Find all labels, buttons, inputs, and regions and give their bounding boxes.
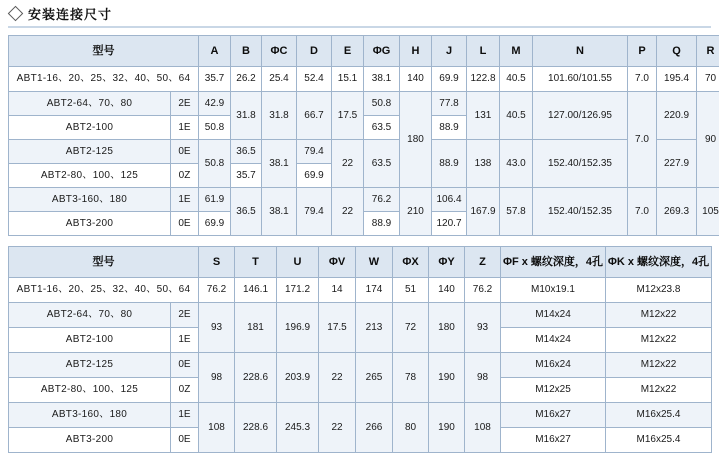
cell-model: ABT1-16、20、25、32、40、50、64 <box>9 67 199 92</box>
col-header-b: B <box>231 36 262 67</box>
cell-phic: 38.1 <box>262 140 297 188</box>
cell-j: 120.7 <box>432 212 467 236</box>
cell-model: ABT3-200 <box>9 428 171 453</box>
cell-t: 228.6 <box>235 403 277 453</box>
cell-model: ABT3-160、180 <box>9 188 171 212</box>
cell-code: 0Z <box>171 378 199 403</box>
cell-code: 0E <box>171 353 199 378</box>
cell-phif-thread: M12x25 <box>501 378 606 403</box>
cell-phik-thread: M16x25.4 <box>606 428 712 453</box>
col-header-phiv: ΦV <box>319 247 356 278</box>
cell-phik-thread: M16x25.4 <box>606 403 712 428</box>
cell-code: 0Z <box>171 164 199 188</box>
cell-t: 146.1 <box>235 278 277 303</box>
table-row <box>9 140 719 164</box>
cell-m: 40.5 <box>500 92 533 140</box>
cell-phif-thread: M14x24 <box>501 303 606 328</box>
cell-s: 98 <box>199 353 235 403</box>
cell-phig: 63.5 <box>364 140 400 188</box>
cell-phif-thread: M16x24 <box>501 353 606 378</box>
table-row <box>9 67 719 92</box>
cell-code: 0E <box>171 140 199 164</box>
col-header-phif-thread: ΦF x 螺纹深度，4孔 <box>501 247 606 278</box>
cell-a: 50.8 <box>199 140 231 188</box>
cell-b: 35.7 <box>231 164 262 188</box>
cell-model: ABT3-160、180 <box>9 403 171 428</box>
col-header-phik-thread: ΦK x 螺纹深度，4孔 <box>606 247 712 278</box>
table-row <box>9 353 712 378</box>
cell-model: ABT2-100 <box>9 116 171 140</box>
cell-u: 203.9 <box>277 353 319 403</box>
dimensions-table-1 <box>8 35 719 236</box>
col-header-s: S <box>199 247 235 278</box>
cell-q: 227.9 <box>657 140 697 188</box>
col-header-phix: ΦX <box>393 247 429 278</box>
cell-q: 269.3 <box>657 188 697 236</box>
cell-phix: 80 <box>393 403 429 453</box>
cell-l: 167.9 <box>467 188 500 236</box>
cell-model: ABT2-125 <box>9 140 171 164</box>
col-header-m: M <box>500 36 533 67</box>
cell-z: 76.2 <box>465 278 501 303</box>
cell-h: 210 <box>400 188 432 236</box>
cell-h: 180 <box>400 92 432 188</box>
cell-j: 88.9 <box>432 116 467 140</box>
cell-w: 266 <box>356 403 393 453</box>
cell-a: 42.9 <box>199 92 231 116</box>
col-header-a: A <box>199 36 231 67</box>
col-header-w: W <box>356 247 393 278</box>
cell-code: 1E <box>171 328 199 353</box>
col-header-phic: ΦC <box>262 36 297 67</box>
cell-r: 70 <box>697 67 719 92</box>
cell-a: 35.7 <box>199 67 231 92</box>
cell-phig: 38.1 <box>364 67 400 92</box>
cell-n: 127.00/126.95 <box>533 92 628 140</box>
cell-code: 1E <box>171 403 199 428</box>
table-row <box>9 278 712 303</box>
table-row <box>9 403 712 428</box>
cell-b: 26.2 <box>231 67 262 92</box>
cell-r: 90 <box>697 92 719 188</box>
col-header-phiy: ΦY <box>429 247 465 278</box>
cell-phif-thread: M16x27 <box>501 403 606 428</box>
cell-l: 138 <box>467 140 500 188</box>
cell-phif-thread: M16x27 <box>501 428 606 453</box>
cell-u: 196.9 <box>277 303 319 353</box>
cell-phik-thread: M12x23.8 <box>606 278 712 303</box>
cell-m: 43.0 <box>500 140 533 188</box>
cell-j: 88.9 <box>432 140 467 188</box>
col-header-q: Q <box>657 36 697 67</box>
cell-e: 22 <box>332 140 364 188</box>
cell-model: ABT2-64、70、80 <box>9 303 171 328</box>
cell-phiy: 190 <box>429 353 465 403</box>
cell-q: 195.4 <box>657 67 697 92</box>
cell-s: 108 <box>199 403 235 453</box>
cell-phic: 38.1 <box>262 188 297 236</box>
table-header-row <box>9 247 712 278</box>
cell-h: 140 <box>400 67 432 92</box>
cell-q: 220.9 <box>657 92 697 140</box>
cell-phik-thread: M12x22 <box>606 353 712 378</box>
cell-phix: 72 <box>393 303 429 353</box>
cell-j: 77.8 <box>432 92 467 116</box>
cell-s: 76.2 <box>199 278 235 303</box>
cell-e: 22 <box>332 188 364 236</box>
cell-phix: 51 <box>393 278 429 303</box>
cell-model: ABT2-125 <box>9 353 171 378</box>
cell-phik-thread: M12x22 <box>606 378 712 403</box>
cell-model: ABT1-16、20、25、32、40、50、64 <box>9 278 199 303</box>
col-header-u: U <box>277 247 319 278</box>
cell-b: 36.5 <box>231 140 262 164</box>
col-header-d: D <box>297 36 332 67</box>
cell-l: 131 <box>467 92 500 140</box>
cell-d: 52.4 <box>297 67 332 92</box>
col-header-p: P <box>628 36 657 67</box>
cell-code: 1E <box>171 188 199 212</box>
cell-model: ABT3-200 <box>9 212 171 236</box>
cell-a: 61.9 <box>199 188 231 212</box>
cell-phiy: 190 <box>429 403 465 453</box>
cell-m: 40.5 <box>500 67 533 92</box>
cell-phig: 88.9 <box>364 212 400 236</box>
cell-phiv: 17.5 <box>319 303 356 353</box>
cell-a: 50.8 <box>199 116 231 140</box>
table-row <box>9 92 719 116</box>
col-header-j: J <box>432 36 467 67</box>
table-header-row <box>9 36 719 67</box>
cell-t: 181 <box>235 303 277 353</box>
cell-code: 0E <box>171 212 199 236</box>
cell-phif-thread: M14x24 <box>501 328 606 353</box>
cell-u: 171.2 <box>277 278 319 303</box>
section-heading <box>8 0 711 28</box>
cell-e: 17.5 <box>332 92 364 140</box>
cell-model: ABT2-80、100、125 <box>9 164 171 188</box>
cell-z: 98 <box>465 353 501 403</box>
cell-model: ABT2-80、100、125 <box>9 378 171 403</box>
cell-code: 2E <box>171 92 199 116</box>
cell-phig: 76.2 <box>364 188 400 212</box>
cell-p: 7.0 <box>628 188 657 236</box>
cell-phiy: 180 <box>429 303 465 353</box>
dimensions-table-2 <box>8 246 712 453</box>
cell-phix: 78 <box>393 353 429 403</box>
cell-a: 69.9 <box>199 212 231 236</box>
cell-e: 15.1 <box>332 67 364 92</box>
col-header-r: R <box>697 36 719 67</box>
col-header-t: T <box>235 247 277 278</box>
col-header-e: E <box>332 36 364 67</box>
cell-p: 7.0 <box>628 92 657 188</box>
cell-d: 69.9 <box>297 164 332 188</box>
cell-phig: 50.8 <box>364 92 400 116</box>
cell-n: 152.40/152.35 <box>533 188 628 236</box>
cell-code: 1E <box>171 116 199 140</box>
cell-phic: 25.4 <box>262 67 297 92</box>
cell-phik-thread: M12x22 <box>606 328 712 353</box>
table-row <box>9 303 712 328</box>
col-header-phig: ΦG <box>364 36 400 67</box>
cell-model: ABT2-100 <box>9 328 171 353</box>
cell-phiv: 14 <box>319 278 356 303</box>
cell-w: 174 <box>356 278 393 303</box>
col-header-h: H <box>400 36 432 67</box>
cell-phig: 63.5 <box>364 116 400 140</box>
cell-code: 2E <box>171 303 199 328</box>
cell-z: 93 <box>465 303 501 353</box>
cell-phik-thread: M12x22 <box>606 303 712 328</box>
col-header-model: 型号 <box>9 247 199 278</box>
section-heading-text: 安装连接尺寸 <box>28 6 113 22</box>
cell-b: 36.5 <box>231 188 262 236</box>
cell-z: 108 <box>465 403 501 453</box>
diamond-icon <box>8 5 24 21</box>
col-header-z: Z <box>465 247 501 278</box>
cell-d: 79.4 <box>297 140 332 164</box>
cell-w: 265 <box>356 353 393 403</box>
cell-p: 7.0 <box>628 67 657 92</box>
cell-n: 101.60/101.55 <box>533 67 628 92</box>
cell-m: 57.8 <box>500 188 533 236</box>
cell-w: 213 <box>356 303 393 353</box>
cell-d: 79.4 <box>297 188 332 236</box>
cell-j: 69.9 <box>432 67 467 92</box>
cell-r: 105 <box>697 188 719 236</box>
cell-phif-thread: M10x19.1 <box>501 278 606 303</box>
table-row <box>9 188 719 212</box>
cell-s: 93 <box>199 303 235 353</box>
cell-phiv: 22 <box>319 403 356 453</box>
cell-u: 245.3 <box>277 403 319 453</box>
cell-code: 0E <box>171 428 199 453</box>
cell-model: ABT2-64、70、80 <box>9 92 171 116</box>
cell-b: 31.8 <box>231 92 262 140</box>
col-header-l: L <box>467 36 500 67</box>
cell-d: 66.7 <box>297 92 332 140</box>
cell-phic: 31.8 <box>262 92 297 140</box>
cell-n: 152.40/152.35 <box>533 140 628 188</box>
cell-phiv: 22 <box>319 353 356 403</box>
cell-t: 228.6 <box>235 353 277 403</box>
cell-phiy: 140 <box>429 278 465 303</box>
cell-j: 106.4 <box>432 188 467 212</box>
col-header-n: N <box>533 36 628 67</box>
col-header-model: 型号 <box>9 36 199 67</box>
cell-l: 122.8 <box>467 67 500 92</box>
